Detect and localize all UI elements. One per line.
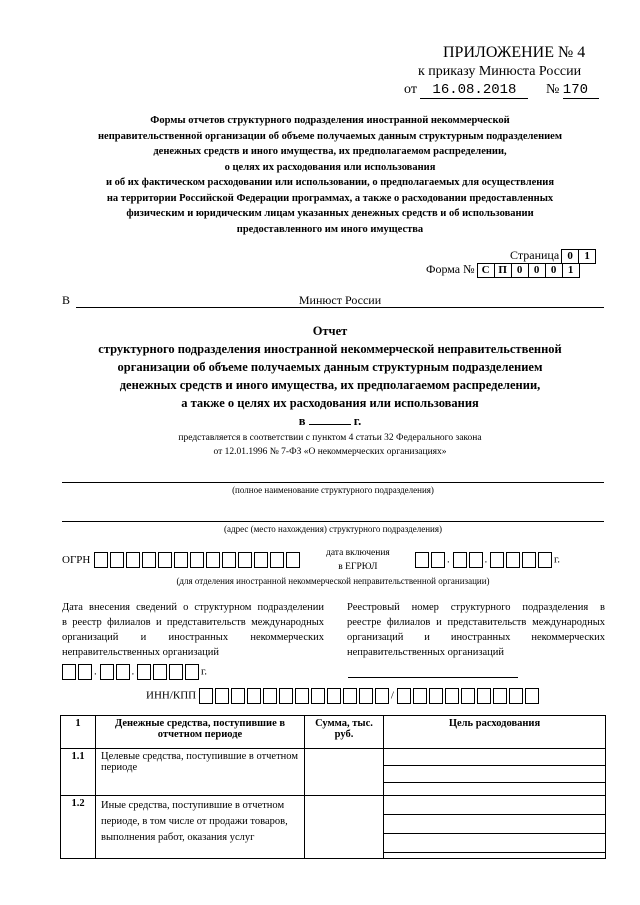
report-title-line: а также о целях их расходования или использования — [181, 396, 479, 410]
title-line: физическим и юридическим лицам указанных денежных средств и об использовании — [126, 208, 534, 219]
title-line: и об их фактическом расходовании или использовании, о предполагаемых для осуществления — [105, 177, 555, 188]
date-prefix: от — [404, 82, 417, 97]
row-number: 1.1 — [61, 749, 96, 796]
digit-box[interactable] — [142, 552, 156, 568]
recipient: Минюст России — [298, 293, 382, 307]
text-line: Дата внесения сведений о структурном подразделении — [62, 602, 324, 613]
row-description: Целевые средства, поступившие в отчетном периоде — [96, 749, 305, 796]
report-title — [50, 322, 610, 430]
appendix-label: ПРИЛОЖЕНИЕ № 4 — [443, 44, 586, 61]
purpose-cell[interactable] — [384, 749, 606, 796]
digit-box[interactable] — [158, 552, 172, 568]
digit-box[interactable] — [279, 688, 293, 704]
egrul-label-line: дата включения — [326, 548, 390, 558]
digit-box[interactable] — [231, 688, 245, 704]
text-line: неправительственных организаций — [347, 647, 505, 658]
text-line: реестре филиалов и представительств международных — [347, 617, 605, 628]
registry-number-label — [347, 600, 605, 660]
title-line: денежных средств и иного имущества, их предполагаемом распределении, — [153, 146, 507, 157]
digit-box[interactable] — [126, 552, 140, 568]
date-entry-label — [62, 600, 324, 660]
slash: / — [390, 689, 394, 702]
digit-box[interactable] — [311, 688, 325, 704]
funds-table — [60, 715, 606, 859]
digit-box[interactable] — [270, 552, 284, 568]
ogrn-label: ОГРН — [62, 553, 91, 566]
order-date: 16.08.2018 — [420, 82, 528, 99]
digit-box[interactable] — [174, 552, 188, 568]
digit-box[interactable] — [327, 688, 341, 704]
purpose-cell[interactable] — [384, 796, 606, 859]
header-cell: Сумма, тыс. руб. — [305, 716, 384, 749]
form-label: Форма № — [426, 262, 475, 276]
title-line: неправительственной организации об объеме получаемых данным структурным подразделением — [98, 130, 562, 142]
row-description: Иные средства, поступившие в отчетном периоде, в том числе от продажи товаров, выполнения работ, оказания услуг — [96, 796, 305, 859]
digit-box[interactable] — [397, 688, 411, 704]
branch-caption: (для отделения иностранной некоммерческой неправительственной организации) — [176, 576, 490, 586]
report-year-line — [50, 412, 610, 430]
digit-box[interactable] — [343, 688, 357, 704]
form-cell: 0 — [511, 263, 529, 278]
digit-box[interactable] — [263, 688, 277, 704]
year-suffix: г. — [353, 414, 362, 428]
title-line: о целях их расходования или использования — [224, 161, 436, 173]
digit-box[interactable] — [375, 688, 389, 704]
digit-box[interactable] — [525, 688, 539, 704]
digit-box[interactable] — [238, 552, 252, 568]
form-cell: С — [477, 263, 495, 278]
year-prefix: в — [298, 414, 306, 428]
digit-box[interactable] — [190, 552, 204, 568]
form-number-field — [426, 262, 580, 278]
basis-line: представляется в соответствии с пунктом 4 статьи 32 Федерального закона — [178, 433, 482, 443]
inn-label: ИНН/КПП — [146, 689, 197, 702]
egrul-label — [326, 546, 390, 574]
digit-box[interactable] — [247, 688, 261, 704]
page-cell: 0 — [561, 249, 579, 264]
number-prefix: № — [545, 82, 560, 97]
amount-cell[interactable] — [305, 749, 384, 796]
header-cell: Денежные средства, поступившие в отчетном периоде — [96, 716, 305, 749]
digit-box[interactable] — [429, 688, 443, 704]
digit-box[interactable] — [222, 552, 236, 568]
digit-box[interactable] — [413, 688, 427, 704]
registry-number-field[interactable] — [348, 677, 518, 678]
address-field[interactable] — [62, 521, 604, 522]
digit-box[interactable] — [445, 688, 459, 704]
table-header-row — [61, 716, 606, 749]
table-row — [61, 796, 606, 859]
digit-box[interactable] — [295, 688, 309, 704]
forms-title — [50, 113, 610, 237]
row-number: 1.2 — [61, 796, 96, 859]
header-cell: Цель расходования — [384, 716, 606, 749]
digit-box[interactable] — [359, 688, 373, 704]
basis-line: от 12.01.1996 № 7-ФЗ «О некоммерческих организациях» — [213, 447, 447, 457]
to-prefix: В — [62, 293, 71, 307]
page-label: Страница — [510, 248, 560, 262]
digit-box[interactable] — [254, 552, 268, 568]
digit-box[interactable] — [206, 552, 220, 568]
title-line: Формы отчетов структурного подразделения иностранной некоммерческой — [150, 115, 510, 126]
text-line: в реестр филиалов и представительств международных — [62, 617, 324, 628]
ogrn-field — [62, 552, 302, 568]
digit-box[interactable] — [110, 552, 124, 568]
digit-box[interactable] — [477, 688, 491, 704]
name-caption: (полное наименование структурного подразделения) — [232, 485, 434, 495]
order-number: 170 — [563, 82, 599, 99]
form-cell: 0 — [528, 263, 546, 278]
text-line: организаций и иностранных некоммерческих — [62, 632, 324, 643]
text-line: неправительственных организаций — [62, 647, 220, 658]
title-line: на территории Российской Федерации программах, а также о расходовании предоставленных — [106, 192, 554, 204]
text-line: организаций и иностранных некоммерческих — [347, 632, 605, 643]
legal-basis — [50, 431, 610, 459]
title-line: предоставленного им иного имущества — [236, 223, 424, 235]
egrul-date-field[interactable]: . . г. — [415, 552, 560, 568]
table-row — [61, 749, 606, 796]
header-cell: 1 — [61, 716, 96, 749]
report-title-line: структурного подразделения иностранной некоммерческой неправительственной — [98, 342, 562, 356]
digit-box[interactable] — [286, 552, 300, 568]
report-title-line: денежных средств и иного имущества, их предполагаемом распределении, — [119, 378, 541, 392]
order-label: к приказу Минюста России — [418, 64, 582, 79]
digit-box[interactable] — [461, 688, 475, 704]
digit-box[interactable] — [94, 552, 108, 568]
digit-box[interactable] — [199, 688, 213, 704]
text-line: Реестровый номер структурного подразделения в — [347, 602, 605, 613]
order-date-line — [404, 82, 599, 99]
amount-cell[interactable] — [305, 796, 384, 859]
address-caption: (адрес (место нахождения) структурного подразделения) — [224, 524, 442, 534]
form-cell: 0 — [545, 263, 563, 278]
registry-entry-date-field[interactable]: . . г. — [62, 664, 207, 680]
page-cell: 1 — [578, 249, 596, 264]
report-title-line: Отчет — [312, 324, 348, 338]
name-field[interactable] — [62, 482, 604, 483]
digit-box[interactable] — [509, 688, 523, 704]
inn-kpp-field — [146, 688, 541, 704]
form-cell: П — [494, 263, 512, 278]
year-field[interactable] — [309, 412, 351, 425]
report-title-line: организации об объеме получаемых данным структурным подразделением — [117, 360, 543, 374]
form-cell: 1 — [562, 263, 580, 278]
egrul-label-line: в ЕГРЮЛ — [338, 562, 378, 572]
digit-box[interactable] — [493, 688, 507, 704]
digit-box[interactable] — [215, 688, 229, 704]
